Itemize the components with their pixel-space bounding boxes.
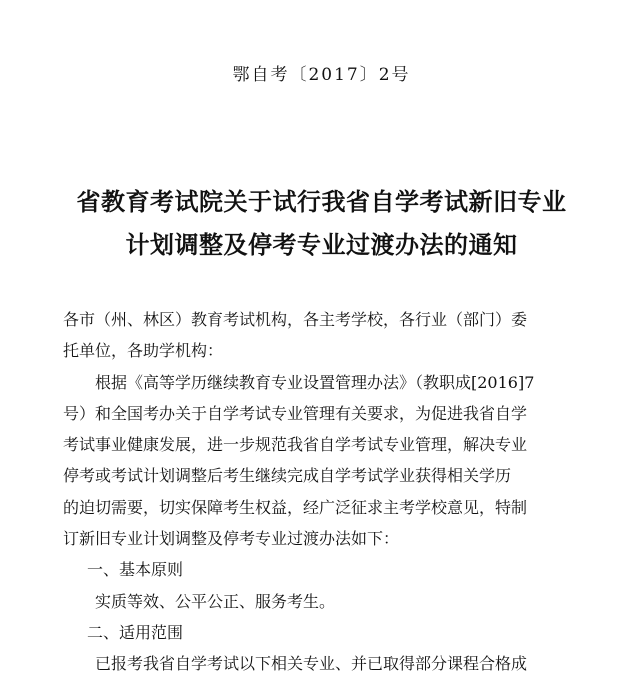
document-title [0, 181, 643, 267]
title-line-1: 省教育考试院关于试行我省自学考试新旧专业 [76, 188, 567, 216]
section-heading-1: 一、基本原则 [87, 560, 184, 580]
scope-text: 已报考我省自学考试以下相关专业、并已取得部分课程合格成 [95, 654, 528, 674]
document-body [63, 304, 583, 674]
title-line-2: 计划调整及停考专业过渡办法的通知 [125, 231, 518, 259]
section-heading-2: 二、适用范围 [87, 622, 184, 642]
paragraph-1-line-2: 号）和全国考办关于自学考试专业管理有关要求，为促进我省自学 [63, 403, 528, 423]
paragraph-1-line-4: 停考或考试计划调整后考生继续完成自学考试学业获得相关学历 [63, 466, 512, 486]
salutation-line-1: 各市（州、林区）教育考试机构，各主考学校，各行业（部门）委 [63, 310, 528, 329]
salutation [63, 304, 583, 367]
document-number: 鄂自考〔2017〕2号 [232, 65, 411, 85]
paragraph-1-line-6: 订新旧专业计划调整及停考专业过渡办法如下： [63, 529, 400, 549]
paragraph-1-line-1: 根据《高等学历继续教育专业设置管理办法》（教职成[2016]7 [95, 372, 535, 392]
salutation-line-2: 托单位，各助学机构： [63, 341, 224, 361]
paragraph-1 [63, 367, 583, 555]
principle-text: 实质等效、公平公正、服务考生。 [95, 591, 336, 611]
paragraph-1-line-3: 考试事业健康发展，进一步规范我省自学考试专业管理，解决专业 [63, 435, 528, 455]
paragraph-1-line-5: 的迫切需要，切实保障考生权益，经广泛征求主考学校意见，特制 [63, 497, 528, 517]
